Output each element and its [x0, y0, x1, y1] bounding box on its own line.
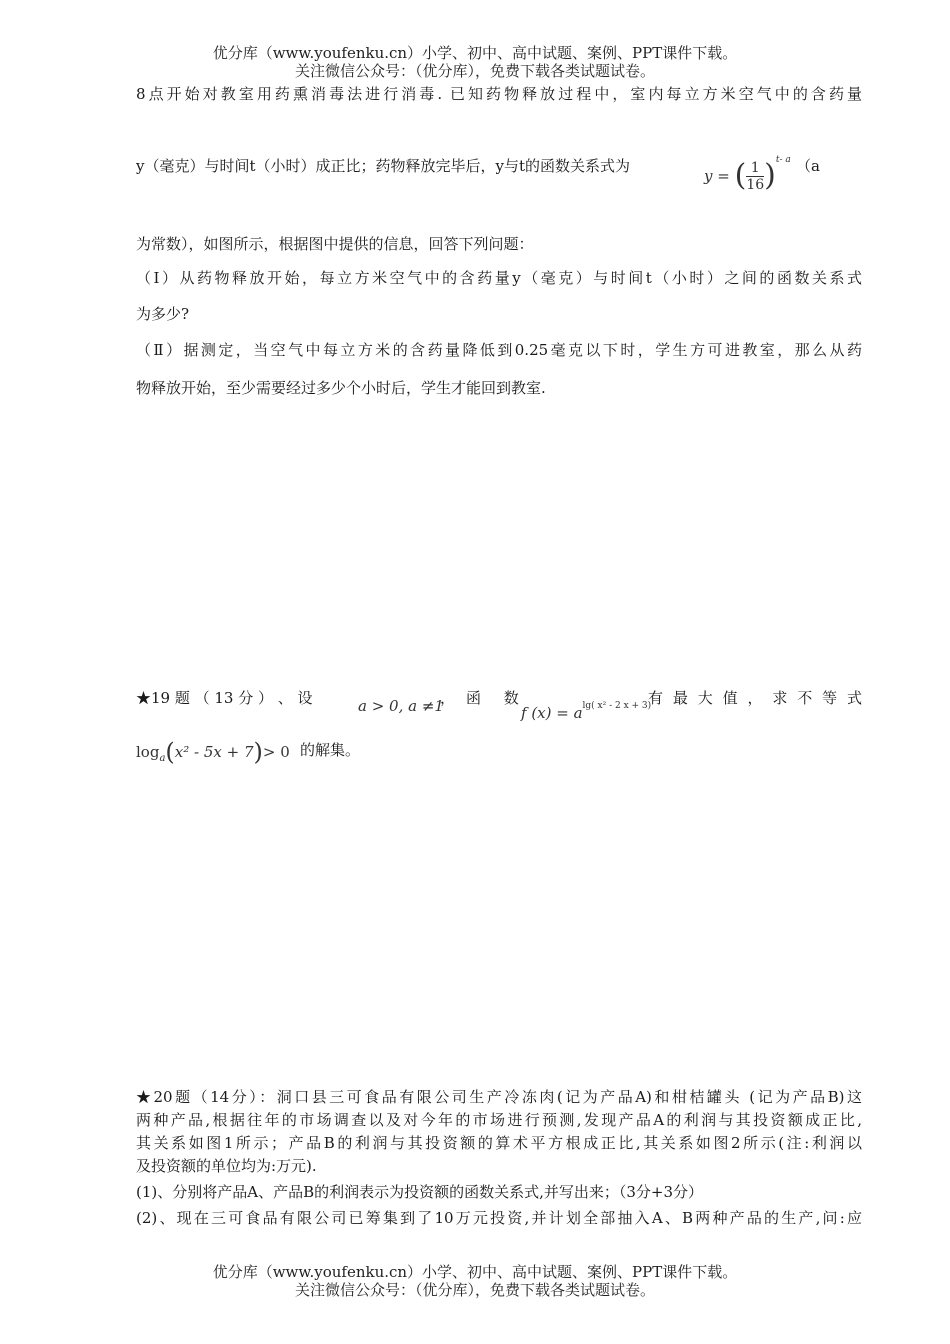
- log-base: a: [159, 753, 166, 764]
- q18-part1-line-2: 为多少?: [136, 305, 190, 323]
- page-footer: [0, 1263, 950, 1299]
- q19-func-word: 函 数: [466, 689, 528, 707]
- decay-formula: [704, 150, 791, 193]
- q18-line-2: [136, 156, 862, 200]
- q18-part2-line-1: （Ⅱ）据测定，当空气中每立方米的含药量降低到0.25毫克以下时，学生方可进教室，那么从药: [136, 341, 862, 359]
- log-relation: > 0: [262, 743, 290, 761]
- footer-line-2: 关注微信公众号：（优分库），免费下载各类试题试卷。: [294, 1281, 655, 1299]
- formula-lhs: y =: [704, 167, 730, 185]
- header-line-2: 关注微信公众号：（优分库），免费下载各类试题试卷。: [294, 62, 655, 80]
- fraction-denominator: 16: [746, 176, 765, 193]
- q18-line-1: 8点开始对教室用药熏消毒法进行消毒. 已知药物释放过程中，室内每立方米空气中的含药量: [136, 85, 862, 103]
- q20-line-1: ★20题（14分）：洞口县三可食品有限公司生产冷冻肉(记为产品A)和柑桔罐头 (记为产品B)这: [136, 1088, 862, 1106]
- q19-tail: 有 最 大 值 ， 求 不 等 式: [648, 689, 862, 707]
- q18-part1-line-1: （Ⅰ）从药物释放开始，每立方米空气中的含药量y（毫克）与时间t（小时）之间的函数关系式: [136, 269, 862, 287]
- q20-part-1: (1)、分别将产品A、产品B的利润表示为投资额的函数关系式,并写出来；（3分+3分）: [136, 1183, 704, 1201]
- header-line-1: 优分库（www.youfenku.cn）小学、初中、高中试题、案例、PPT课件下载。: [212, 44, 738, 62]
- q19-condition: a > 0, a ≠1: [358, 697, 444, 715]
- q19-comma: ，: [440, 689, 456, 707]
- q19-line-2: [136, 740, 862, 772]
- q19-line-1: [136, 688, 862, 722]
- log-argument: x² - 5x + 7: [174, 743, 254, 761]
- left-paren: (: [734, 158, 747, 193]
- function-exponent: lg( x² - 2 x + 3): [582, 701, 652, 711]
- q20-line-2: 两种产品,根据往年的市场调查以及对今年的市场进行预测,发现产品A的利润与其投资额成正比,: [136, 1111, 862, 1129]
- q18-line-2-text: y（毫克）与时间t（小时）成正比；药物释放完毕后，y与t的函数关系式为: [136, 157, 631, 175]
- right-paren: ): [764, 158, 776, 193]
- q20-part-2: (2)、现在三可食品有限公司已筹集到了10万元投资,并计划全部抽入A、B两种产品的生产,问:应: [136, 1209, 862, 1227]
- log-inequality: $\log_a(x^2 - 5x + 7)> 0$: [136, 738, 290, 766]
- q18-part2-line-2: 物释放开始，至少需要经过多少个小时后，学生才能回到教室.: [136, 379, 546, 397]
- q19-function: [521, 696, 651, 723]
- formula-fraction: [746, 160, 764, 193]
- q19-line-2-tail: 的解集。: [300, 741, 361, 759]
- formula-exponent: t- a: [775, 155, 791, 165]
- footer-line-1: 优分库（www.youfenku.cn）小学、初中、高中试题、案例、PPT课件下载。: [212, 1263, 738, 1281]
- fraction-numerator: 1: [746, 160, 764, 177]
- q18-line-3: 为常数），如图所示，根据图中提供的信息，回答下列问题：: [136, 235, 534, 253]
- function-lhs: f (x) = a: [521, 704, 583, 722]
- q18-line-2-tail: （a: [796, 157, 820, 175]
- page-header: [0, 44, 950, 80]
- q19-label: ★19 题 （ 13 分 ） 、 设: [136, 689, 313, 707]
- q20-line-4: 及投资额的单位均为:万元).: [136, 1157, 317, 1175]
- q20-line-3: 其关系如图1所示；产品B的利润与其投资额的算术平方根成正比,其关系如图2所示(注:利润以: [136, 1134, 862, 1152]
